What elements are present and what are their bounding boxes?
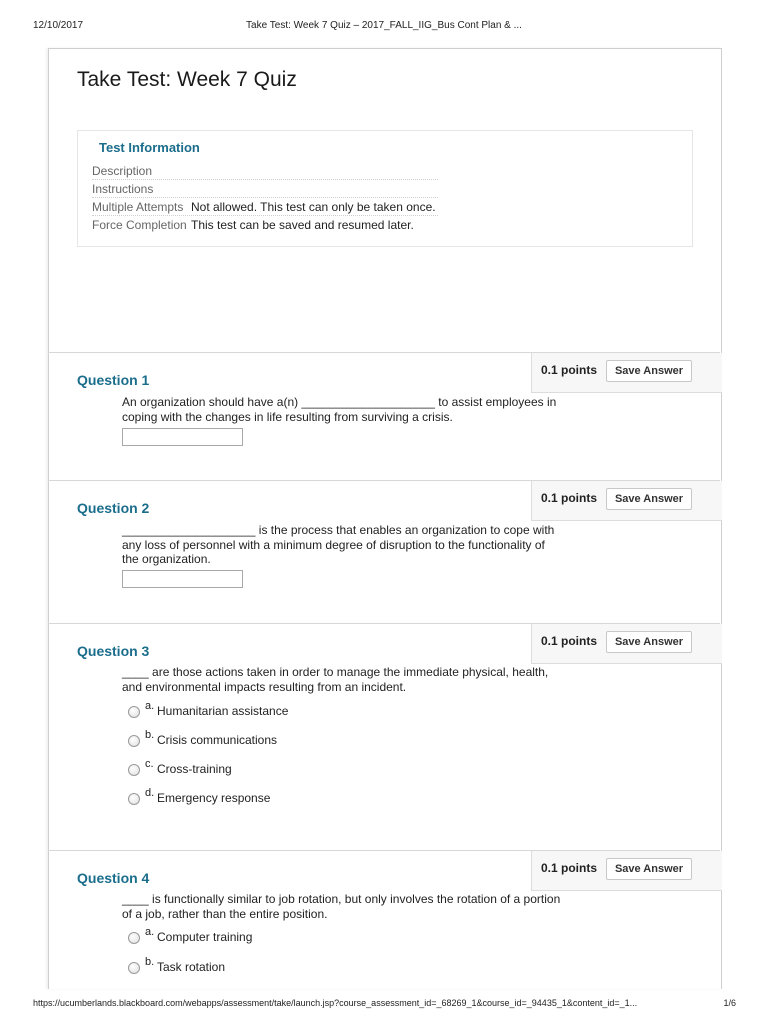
print-date: 12/10/2017 <box>33 20 84 31</box>
info-row-multiple-attempts <box>92 197 438 216</box>
question-4-title: Question 4 <box>77 870 150 886</box>
question-text-line: any loss of personnel with a minimum degree of disruption to the functionality of <box>122 537 545 552</box>
question-text-line: ____________________ is the process that enables an organization to cope with <box>122 523 555 537</box>
question-1-title: Question 1 <box>77 372 150 388</box>
points-label: 0.1 points <box>541 363 598 377</box>
points-label: 0.1 points <box>541 491 598 505</box>
question-1-text <box>122 395 572 424</box>
print-page-title: Take Test: Week 7 Quiz – 2017_FALL_IIG_Bus Cont Plan & ... <box>246 20 522 31</box>
radio-button[interactable] <box>128 764 140 776</box>
info-label: Description <box>92 164 153 178</box>
option-text: Task rotation <box>157 960 226 974</box>
question-4-text <box>122 892 572 921</box>
test-information-heading: Test Information <box>99 140 200 155</box>
question-text-line: of a job, rather than the entire position. <box>122 906 328 921</box>
question-text-line: the organization. <box>122 552 211 566</box>
option-text: Emergency response <box>157 791 271 805</box>
print-url: https://ucumberlands.blackboard.com/webapps/assessment/take/launch.jsp?course_assessment_id=_68269_1&course_id=_94435_1&content_id=_1... <box>33 998 638 1008</box>
info-label: Instructions <box>92 182 154 196</box>
option-text: Cross-training <box>157 762 232 776</box>
option-letter: a. <box>145 926 155 938</box>
option-text: Humanitarian assistance <box>157 704 289 718</box>
option-letter: b. <box>145 956 155 968</box>
print-page-number: 1/6 <box>723 998 736 1008</box>
question-text-line: coping with the changes in life resulting from surviving a crisis. <box>122 409 453 424</box>
question-text-line: ____ is functionally similar to job rotation, but only involves the rotation of a portion <box>122 892 561 906</box>
info-value: Not allowed. This test can only be taken once. <box>191 200 436 214</box>
info-row-description <box>92 161 438 180</box>
radio-button[interactable] <box>128 932 140 944</box>
info-label: Force Completion <box>92 218 187 232</box>
question-2-points-panel <box>531 481 722 521</box>
save-answer-button[interactable]: Save Answer <box>606 360 692 382</box>
radio-button[interactable] <box>128 962 140 974</box>
save-answer-button[interactable]: Save Answer <box>606 631 692 653</box>
question-text-line: An organization should have a(n) ____________________ to assist employees in <box>122 395 557 409</box>
page-title: Take Test: Week 7 Quiz <box>77 68 297 91</box>
info-row-force-completion <box>92 215 438 233</box>
info-value: This test can be saved and resumed later. <box>191 218 414 232</box>
option-text: Computer training <box>157 930 253 944</box>
option-letter: d. <box>145 787 155 799</box>
save-answer-button[interactable]: Save Answer <box>606 488 692 510</box>
save-answer-button[interactable]: Save Answer <box>606 858 692 880</box>
print-header <box>0 0 768 40</box>
question-3-points-panel <box>531 624 722 664</box>
question-1-answer-input[interactable] <box>122 428 243 446</box>
radio-button[interactable] <box>128 793 140 805</box>
option-text: Crisis communications <box>157 733 278 747</box>
question-2-text <box>122 523 572 567</box>
option-letter: a. <box>145 700 155 712</box>
points-label: 0.1 points <box>541 634 598 648</box>
radio-button[interactable] <box>128 735 140 747</box>
question-3-title: Question 3 <box>77 643 150 659</box>
test-information-panel <box>77 130 693 247</box>
info-label: Multiple Attempts <box>92 200 184 214</box>
question-1-points-panel <box>531 353 722 393</box>
question-2-answer-input[interactable] <box>122 570 243 588</box>
question-2-title: Question 2 <box>77 500 150 516</box>
question-text-line: ____ are those actions taken in order to manage the immediate physical, health, <box>122 665 549 679</box>
question-text-line: and environmental impacts resulting from an incident. <box>122 679 407 694</box>
question-3-text <box>122 665 572 694</box>
points-label: 0.1 points <box>541 861 598 875</box>
info-row-instructions <box>92 179 438 198</box>
question-4-points-panel <box>531 851 722 891</box>
option-letter: b. <box>145 729 155 741</box>
option-letter: c. <box>145 758 154 770</box>
radio-button[interactable] <box>128 706 140 718</box>
print-footer <box>0 994 768 1024</box>
